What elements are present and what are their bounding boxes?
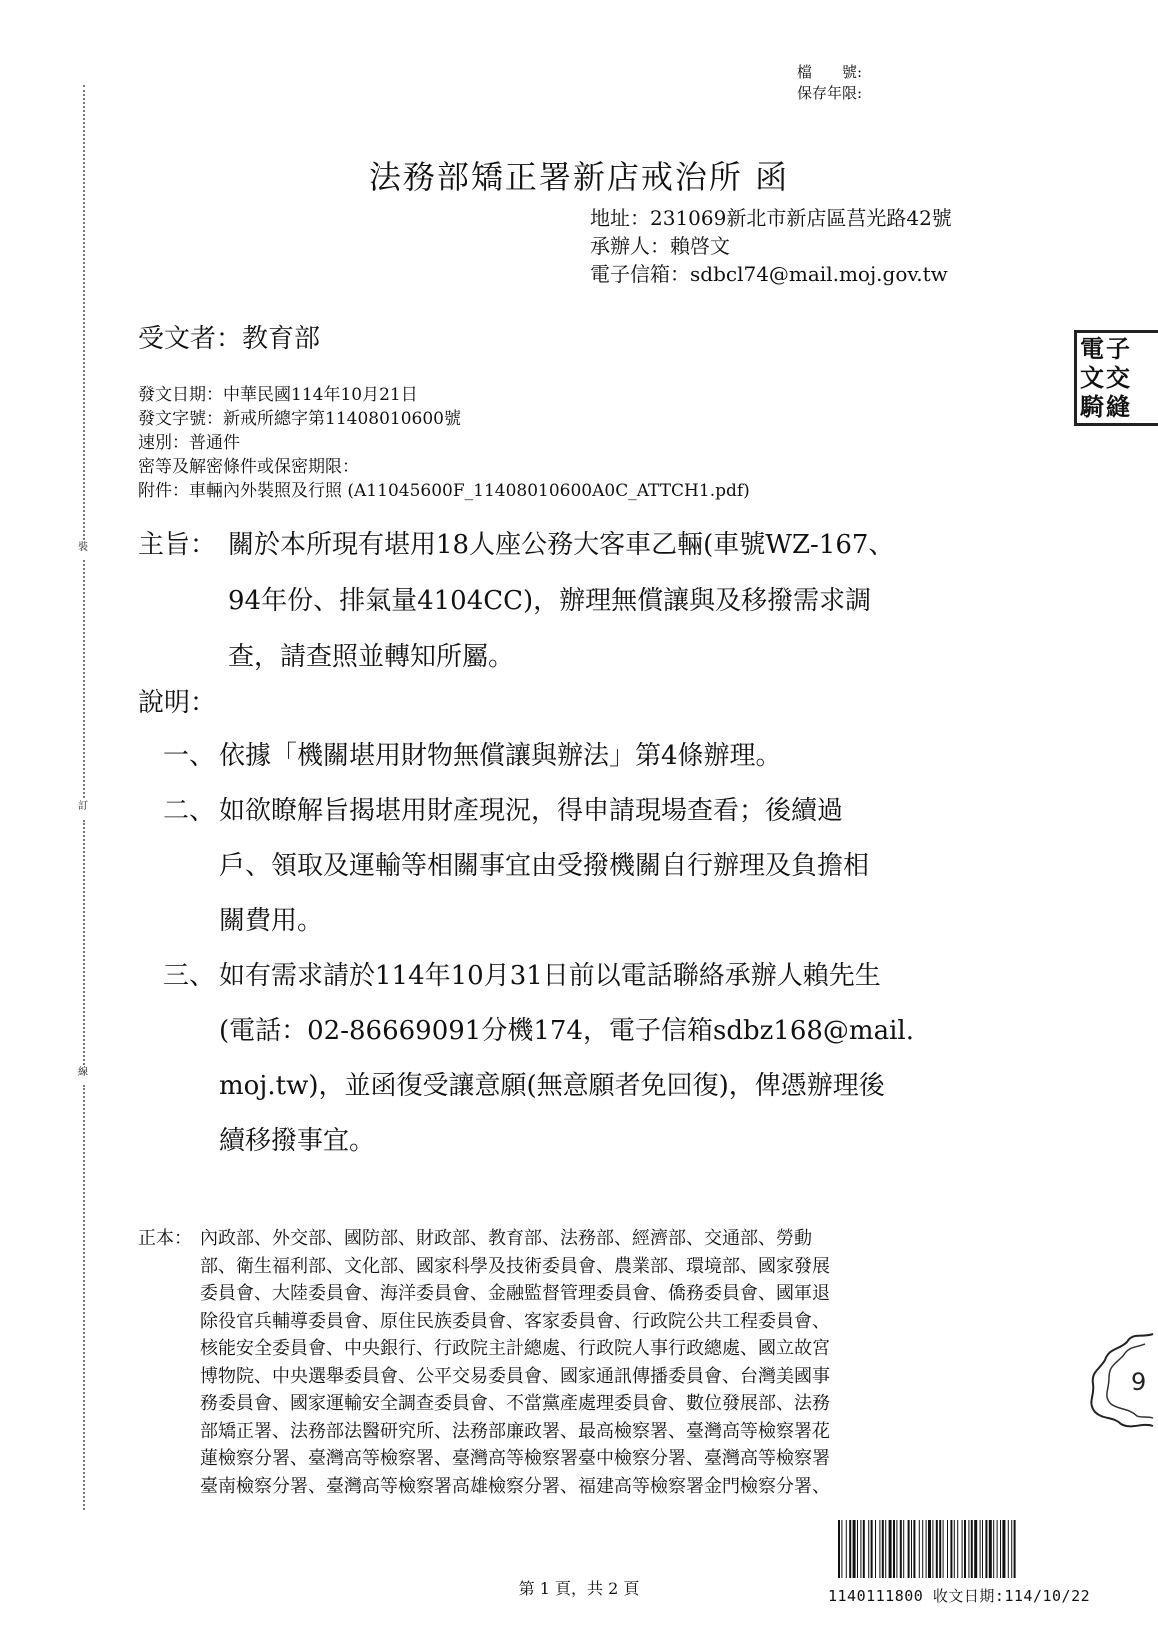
explanation-item-number: 二、 [163,796,216,826]
explanation-line: 依據「機關堪用財物無償讓與辦法」第4條辦理。 [219,741,782,771]
barcode-bar [882,1520,884,1578]
binding-mark-bind: 裝 [78,542,88,553]
issue-number: 發文字號：新戒所總字第11408010600號 [138,409,461,429]
barcode [838,1520,1108,1578]
barcode-text: 1140111800 收文日期:114/10/22 [828,1587,1091,1605]
barcode-bar [896,1520,897,1578]
contact-block [590,204,952,288]
barcode-bar [971,1520,973,1578]
barcode-bar [932,1520,933,1578]
barcode-bar [939,1520,941,1578]
barcode-bar [1014,1520,1016,1578]
barcode-bar [993,1520,994,1578]
explanation-line: 續移撥事宜。 [219,1126,376,1156]
binding-mark-line: 線 [78,1067,88,1078]
explanation-line: 如欲瞭解旨揭堪用財產現況，得申請現場查看；後續過 [219,796,844,826]
barcode-bar [947,1520,948,1578]
barcode-bar [922,1520,923,1578]
cc-line: 除役官兵輔導委員會、原住民族委員會、客家委員會、行政院公共工程委員會、 [200,1310,830,1332]
file-header [797,62,862,104]
barcode-bar [849,1520,851,1578]
document-title: 法務部矯正署新店戒治所 函 [368,158,790,196]
secrecy: 密等及解密條件或保密期限： [138,457,359,477]
barcode-bar [968,1520,969,1578]
barcode-bar [985,1520,987,1578]
barcode-bar [936,1520,938,1578]
barcode-bar [954,1520,955,1578]
subject-line: 關於本所現有堪用18人座公務大客車乙輛(車號WZ-167、 [228,530,895,560]
barcode-bar [841,1520,842,1578]
recipient: 受文者：教育部 [138,324,321,354]
barcode-bar [989,1520,992,1578]
barcode-bar [853,1520,856,1578]
barcode-bar [838,1520,840,1578]
barcode-bar [1008,1520,1009,1578]
subject-label: 主旨： [138,530,217,560]
barcode-bar [962,1520,963,1578]
barcode-bar [885,1520,886,1578]
cc-line: 部、衛生福利部、文化部、國家科學及技術委員會、農業部、環境部、國家發展 [200,1255,830,1277]
barcode-bar [857,1520,858,1578]
cc-line: 內政部、外交部、國防部、財政部、教育部、法務部、經濟部、交通部、勞動 [200,1228,812,1249]
retention-label: 保存年限: [797,84,863,102]
cc-line: 臺南檢察分署、臺灣高等檢察署高雄檢察分署、福建高等檢察署金門檢察分署、 [200,1475,830,1497]
seal-number: 9 [1131,1368,1147,1396]
barcode-bar [846,1520,847,1578]
barcode-bar [900,1520,902,1578]
barcode-bar [950,1520,952,1578]
handler: 承辦人：賴啓文 [590,234,730,258]
barcode-bar [863,1520,865,1578]
cc-label: 正本： [138,1228,192,1249]
explanation-line: 如有需求請於114年10月31日前以電話聯絡承辦人賴先生 [219,961,881,991]
file-number-label: 檔 號: [797,63,863,81]
attachment: 附件：車輛內外裝照及行照 (A11045600F_11408010600A0C_ATTCH1.pdf) [138,481,750,501]
barcode-bar [997,1520,998,1578]
barcode-bar [943,1520,944,1578]
barcode-bar [903,1520,904,1578]
barcode-bar [974,1520,977,1578]
cc-line: 務委員會、國家運輸安全調查委員會、不當黨產處理委員會、數位發展部、法務 [200,1393,830,1414]
barcode-bar [913,1520,915,1578]
issue-date: 發文日期：中華民國114年10月21日 [138,385,418,405]
barcode-bar [1002,1520,1005,1578]
meta-block [138,383,750,503]
barcode-bar [860,1520,861,1578]
binding-mark-staple: 訂 [78,801,88,812]
barcode-bar [889,1520,892,1578]
cc-line: 蓮檢察分署、臺灣高等檢察署、臺灣高等檢察署臺中檢察分署、臺灣高等檢察署 [200,1448,830,1469]
barcode-bar [926,1520,927,1578]
binding-dotted-line [83,1085,85,1510]
explanation-line: 關費用。 [219,906,324,936]
barcode-bar [911,1520,912,1578]
barcode-bar [871,1520,873,1578]
barcode-bar [875,1520,876,1578]
cc-line: 博物院、中央選舉委員會、公平交易委員會、國家通訊傳播委員會、台灣美國事 [200,1365,830,1387]
subject-line: 查，請查照並轉知所屬。 [228,642,515,672]
barcode-bar [982,1520,983,1578]
barcode-bar [893,1520,895,1578]
explanation-item-number: 三、 [163,961,216,991]
explanation-label: 說明： [138,688,217,718]
explanation-item-number: 一、 [163,741,216,771]
cc-line: 部矯正署、法務部法醫研究所、法務部廉政署、最高檢察署、臺灣高等檢察署花 [200,1420,830,1442]
explanation-line: (電話：02-86669091分機174，電子信箱sdbz168@mail. [219,1016,914,1046]
barcode-bar [957,1520,958,1578]
explanation-line: 戶、領取及運輸等相關事宜由受撥機關自行辦理及負擔相 [219,851,870,881]
email: 電子信箱：sdbcl74@mail.moj.gov.tw [590,262,948,286]
binding-dotted-line [83,560,85,798]
barcode-bar [980,1520,981,1578]
page-number: 第 1 頁，共 2 頁 [518,1579,640,1598]
cc-line: 核能安全委員會、中央銀行、行政院主計總處、行政院人事行政總處、國立故宮 [200,1338,830,1359]
barcode-bar [919,1520,920,1578]
barcode-bar [868,1520,869,1578]
binding-dotted-line [83,820,85,1065]
cc-line: 委員會、大陸委員會、海洋委員會、金融監督管理委員會、僑務委員會、國軍退 [200,1283,830,1304]
subject-line: 94年份、排氣量4104CC)，辦理無償讓與及移撥需求調 [228,586,872,616]
barcode-bar [908,1520,910,1578]
barcode-bar [928,1520,931,1578]
explanation-line: moj.tw)，並函復受讓意願(無意願者免回復)，俾憑辦理後 [219,1071,885,1101]
electronic-exchange-stamp: 電 子 文 交 騎 縫 [1062,330,1158,430]
barcode-bar [879,1520,880,1578]
barcode-bar [1000,1520,1001,1578]
barcode-bar [1011,1520,1012,1578]
barcode-bar [964,1520,966,1578]
seal-stamp [1083,1330,1158,1430]
address: 地址：231069新北市新店區莒光路42號 [590,206,952,230]
speed: 速別：普通件 [138,433,240,453]
